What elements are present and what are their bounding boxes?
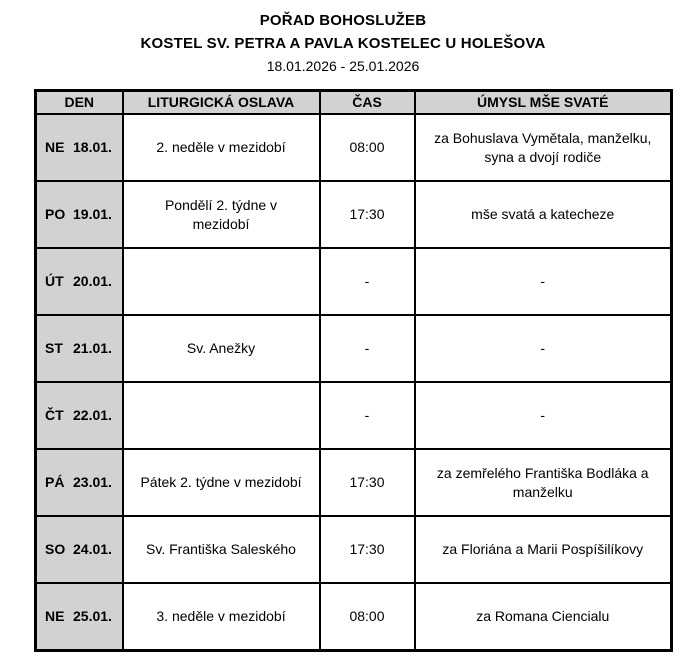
- page-title: POŘAD BOHOSLUŽEB: [259, 12, 427, 29]
- time-cell: 17:30: [320, 449, 415, 516]
- day-abbr: ST: [45, 340, 63, 357]
- day-abbr: SO: [45, 541, 66, 558]
- time-cell: 08:00: [320, 114, 415, 181]
- time-cell: 17:30: [320, 181, 415, 248]
- day-cell: [36, 449, 123, 516]
- intention-cell: za Romana Ciencialu: [415, 583, 672, 651]
- table-row: [36, 583, 672, 651]
- day-abbr: NE: [45, 139, 65, 156]
- time-cell: -: [320, 315, 415, 382]
- day-date: 23.01.: [73, 474, 112, 491]
- table-row: [36, 516, 672, 583]
- column-header-intention: ÚMYSL MŠE SVATÉ: [415, 91, 672, 115]
- document-header: [0, 0, 686, 78]
- intention-cell: -: [415, 248, 672, 315]
- day-date: 18.01.: [73, 139, 112, 156]
- page-subtitle: KOSTEL SV. PETRA A PAVLA KOSTELEC U HOLEŠOVA: [140, 35, 546, 52]
- time-cell: -: [320, 382, 415, 449]
- celebration-cell: 3. neděle v mezidobí: [123, 583, 320, 651]
- day-cell: [36, 315, 123, 382]
- day-cell: [36, 248, 123, 315]
- table-row: [36, 315, 672, 382]
- day-cell: [36, 516, 123, 583]
- intention-cell: za Floriána a Marii Pospíšilíkovy: [415, 516, 672, 583]
- day-cell: [36, 114, 123, 181]
- table-row: [36, 248, 672, 315]
- celebration-cell: Sv. Anežky: [123, 315, 320, 382]
- time-cell: 17:30: [320, 516, 415, 583]
- table-row: [36, 449, 672, 516]
- day-date: 24.01.: [73, 541, 112, 558]
- celebration-cell: 2. neděle v mezidobí: [123, 114, 320, 181]
- intention-cell: za Bohuslava Vymětala, manželku, syna a dvojí rodiče: [415, 114, 672, 181]
- intention-cell: -: [415, 315, 672, 382]
- time-cell: 08:00: [320, 583, 415, 651]
- intention-cell: za zemřelého Františka Bodláka a manželku: [415, 449, 672, 516]
- day-date: 19.01.: [73, 206, 112, 223]
- header-row: [36, 91, 672, 115]
- time-cell: -: [320, 248, 415, 315]
- day-date: 22.01.: [73, 407, 112, 424]
- day-abbr: PO: [45, 206, 66, 223]
- day-abbr: PÁ: [45, 474, 65, 491]
- schedule-table: [34, 89, 673, 652]
- day-date: 20.01.: [73, 273, 112, 290]
- date-range: 18.01.2026 - 25.01.2026: [266, 58, 420, 74]
- intention-cell: -: [415, 382, 672, 449]
- day-date: 21.01.: [73, 340, 112, 357]
- celebration-cell: Pondělí 2. týdne v mezidobí: [123, 181, 320, 248]
- day-cell: [36, 181, 123, 248]
- day-abbr: NE: [45, 608, 65, 625]
- table-row: [36, 382, 672, 449]
- day-abbr: ÚT: [45, 273, 64, 290]
- intention-cell: mše svatá a katecheze: [415, 181, 672, 248]
- table-row: [36, 181, 672, 248]
- column-header-day: DEN: [36, 91, 123, 115]
- day-cell: [36, 382, 123, 449]
- day-abbr: ČT: [45, 407, 64, 424]
- celebration-cell: Pátek 2. týdne v mezidobí: [123, 449, 320, 516]
- day-cell: [36, 583, 123, 651]
- celebration-cell: [123, 382, 320, 449]
- celebration-cell: Sv. Františka Saleského: [123, 516, 320, 583]
- table-row: [36, 114, 672, 181]
- column-header-time: ČAS: [320, 91, 415, 115]
- day-date: 25.01.: [73, 608, 112, 625]
- column-header-celebration: LITURGICKÁ OSLAVA: [123, 91, 320, 115]
- celebration-cell: [123, 248, 320, 315]
